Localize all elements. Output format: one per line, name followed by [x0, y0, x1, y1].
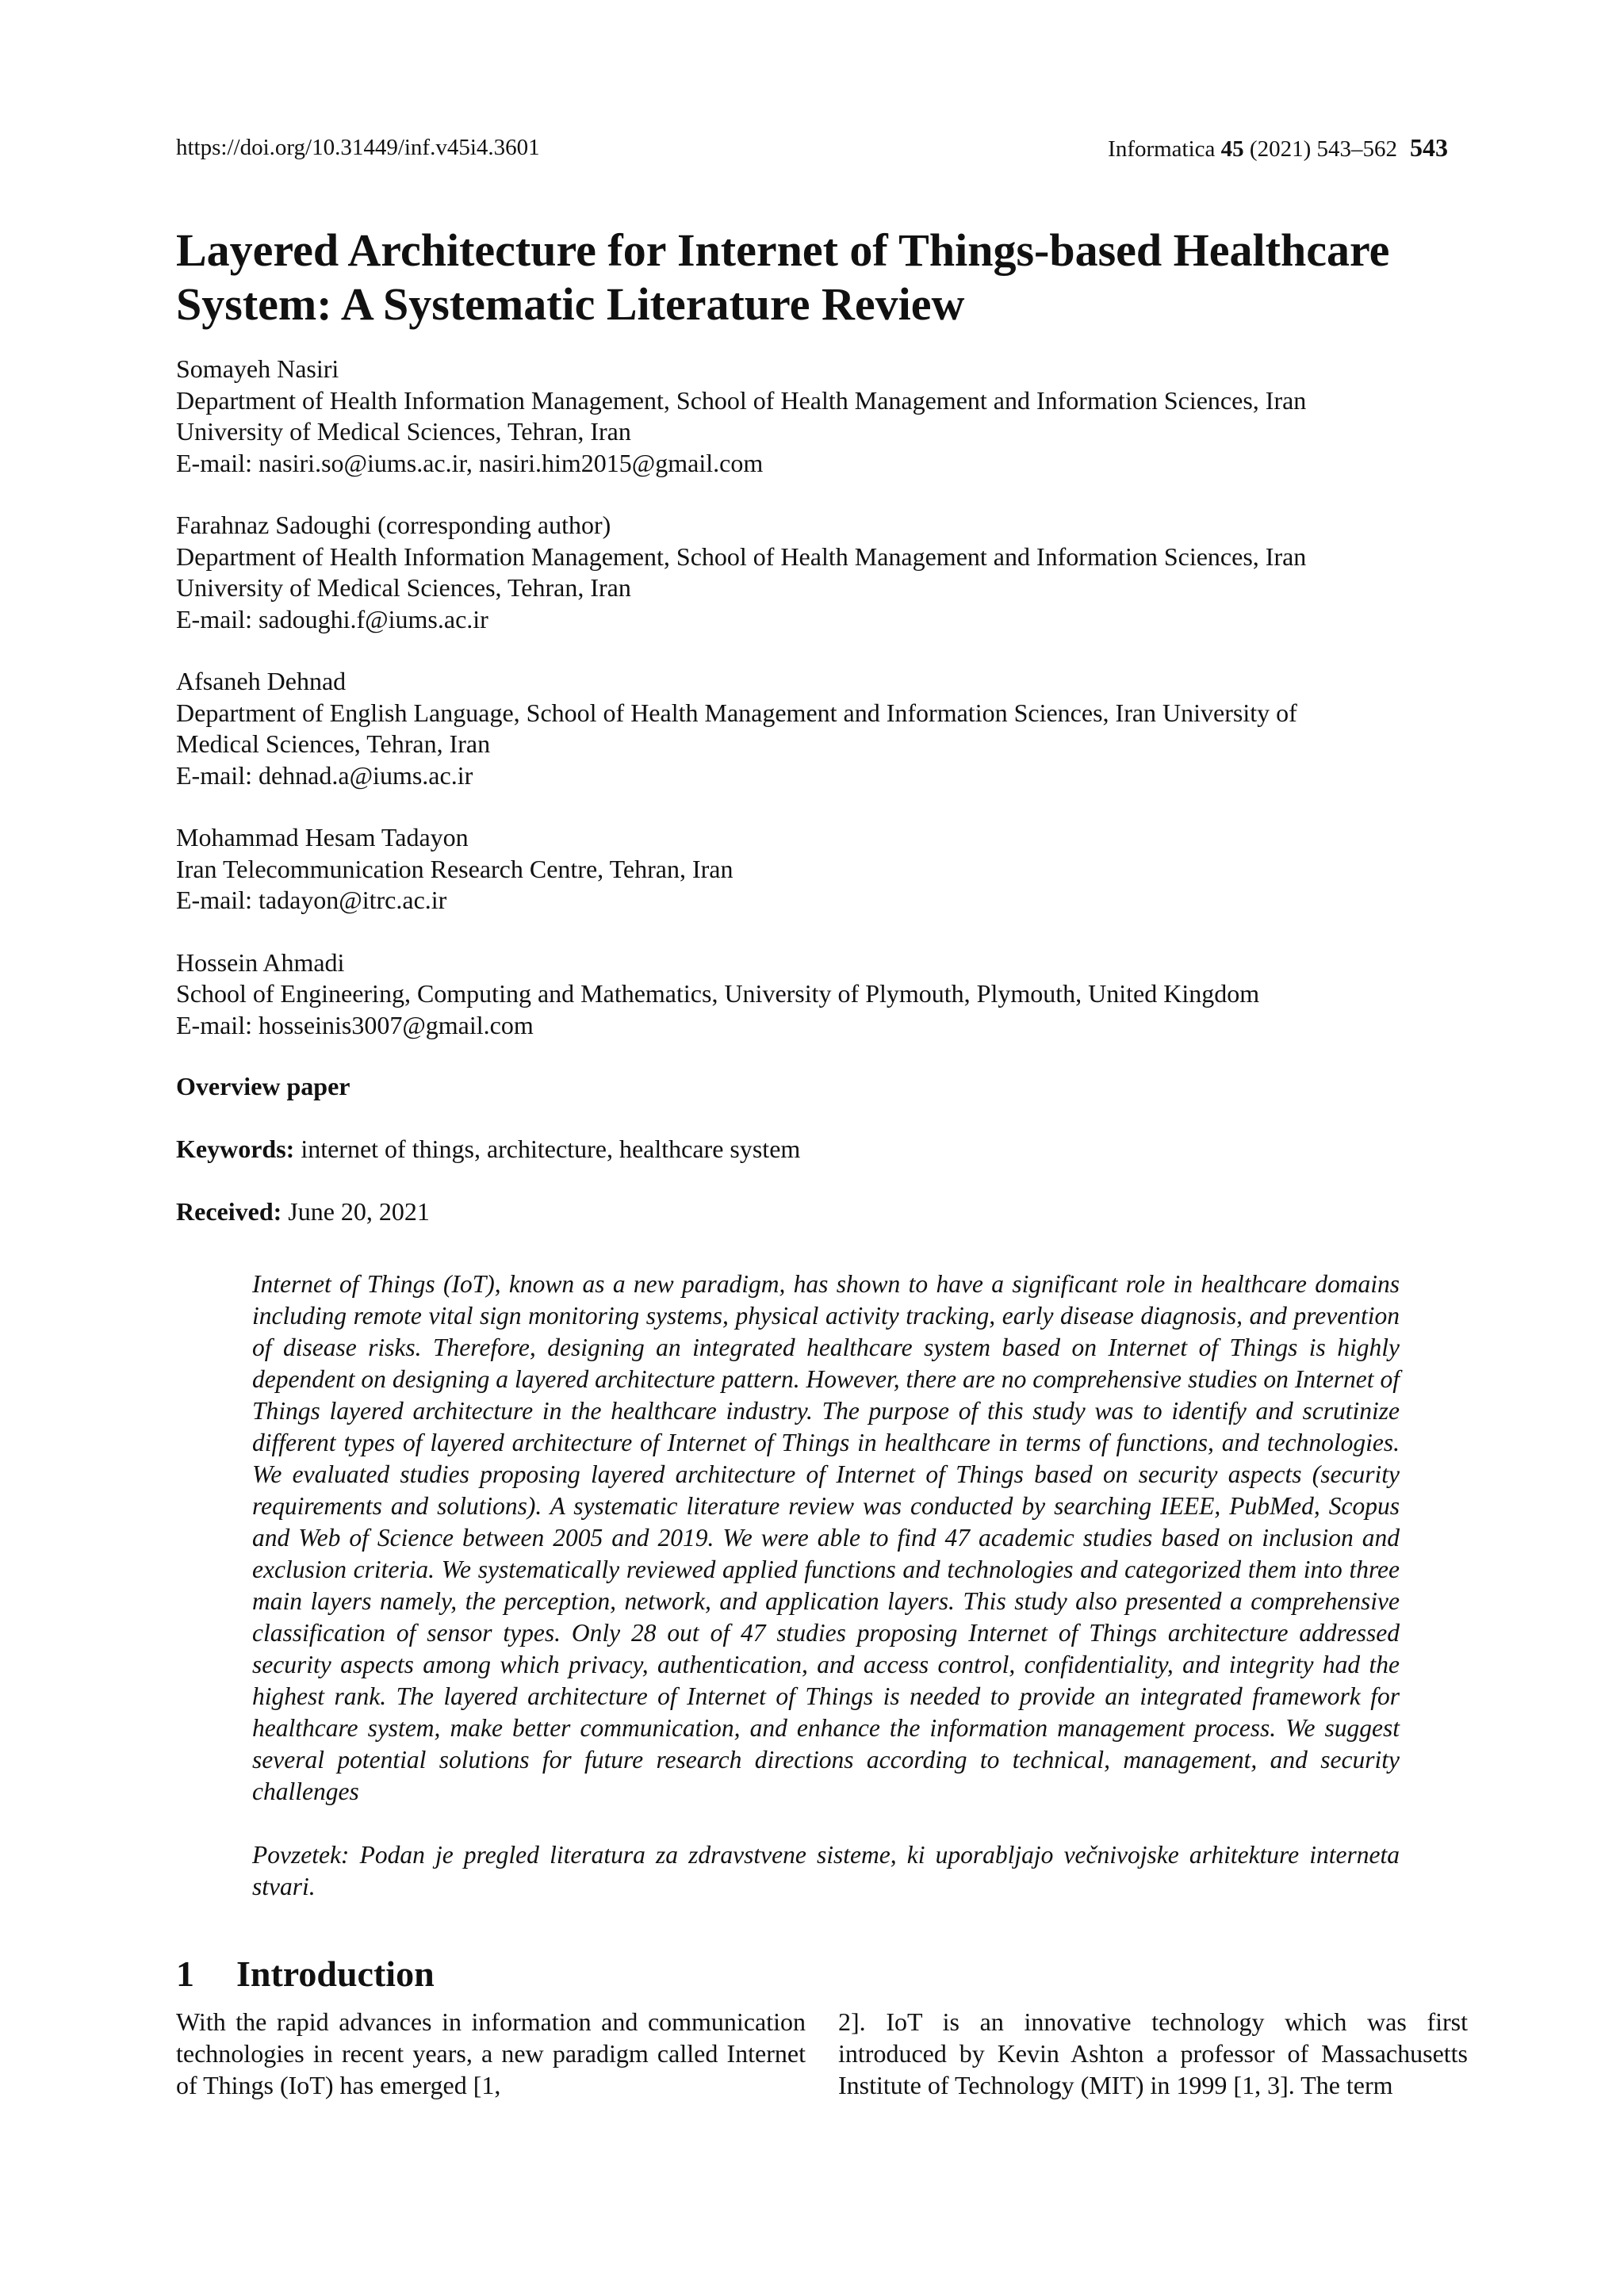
author-email[interactable]: E-mail: nasiri.so@iums.ac.ir, nasiri.him2015@gmail.com — [176, 448, 764, 477]
running-header — [176, 132, 1448, 163]
section-title: Introduction — [236, 1954, 435, 1994]
author-affiliation: Department of English Language, School of Health Management and Information Sciences, Iran University of — [176, 698, 1297, 727]
author-affiliation: University of Medical Sciences, Tehran, Iran — [176, 573, 631, 602]
author-name: Mohammad Hesam Tadayon — [176, 823, 469, 851]
author-affiliation: University of Medical Sciences, Tehran, Iran — [176, 417, 631, 446]
author-name: Hossein Ahmadi — [176, 947, 345, 977]
author-name: Afsaneh Dehnad — [176, 667, 347, 695]
keywords-value: internet of things, architecture, healthcare system — [301, 1135, 801, 1163]
intro-column-right: 2]. IoT is an innovative technology which was first introduced by Kevin Ashton a professor of Massachusetts Institute of Technology (MIT) in 1999 [1, 3]. The term — [838, 2007, 1468, 2099]
author-email[interactable]: E-mail: tadayon@itrc.ac.ir — [176, 886, 447, 914]
journal-citation — [1108, 132, 1448, 165]
author-affiliation: Iran Telecommunication Research Centre, Tehran, Iran — [176, 854, 733, 883]
journal-issue-pages: (2021) 543–562 — [1249, 136, 1397, 162]
author-email[interactable]: E-mail: dehnad.a@iums.ac.ir — [176, 760, 473, 790]
intro-column-left: With the rapid advances in information and communication technologies in recent years, a new paradigm called Internet of Things (IoT) has emerged [1, — [176, 2007, 806, 2099]
paper-type — [176, 1070, 1445, 1102]
author-affiliation: Department of Health Information Management, School of Health Management and Information Sciences, Iran — [176, 541, 1307, 571]
keywords-label: Keywords: — [176, 1135, 295, 1163]
keywords — [176, 1133, 1445, 1165]
abstract: Internet of Things (IoT), known as a new paradigm, has shown to have a significant role in healthcare domains including remote vital sign monitoring systems, physical activity tracking, early disease diagnosis, and prevention of disease risks. Therefore, designing an integrated healthcare system based on Internet of Things is highly dependent on designing a layered architecture pattern. However, there are no comprehensive studies on Internet of Things layered architecture in the healthcare industry. The purpose of this study was to identify and scrutinize different types of layered architecture of Internet of Things in healthcare in terms of functions, and technologies. We evaluated studies proposing layered architecture of Internet of Things based on security aspects (security requirements and solutions). A systematic literature review was conducted by searching IEEE, PubMed, Scopus and Web of Science between 2005 and 2019. We were able to find 47 academic studies based on inclusion and exclusion criteria. We systematically reviewed applied functions and technologies and categorized them into three main layers namely, the perception, network, and application layers. This study also presented a comprehensive classification of sensor types. Only 28 out of 47 studies proposing Internet of Things architecture addressed security aspects among which privacy, authentication, and access control, confidentiality, and integrity had the highest rank. The layered architecture of Internet of Things is needed to provide an integrated framework for healthcare system, make better communication, and enhance the information management process. We suggest several potential solutions for future research directions according to technical, management, and security challenges — [252, 1270, 1400, 1805]
author-name: Somayeh Nasiri — [176, 354, 339, 383]
author-list — [176, 354, 1492, 1072]
paper-type-label: Overview paper — [176, 1072, 350, 1100]
author-affiliation: Department of Health Information Management, School of Health Management and Information Sciences, Iran — [176, 385, 1307, 415]
received-date: June 20, 2021 — [288, 1197, 430, 1226]
section-number: 1 — [176, 1954, 194, 1994]
author-block — [176, 947, 1492, 1042]
author-block — [176, 822, 1492, 916]
paper-title-line: System: A Systematic Literature Review — [176, 278, 965, 330]
paper-title — [176, 224, 1445, 331]
author-email[interactable]: E-mail: hosseinis3007@gmail.com — [176, 1010, 534, 1039]
povzetek: Povzetek: Podan je pregled literatura za zdravstvene sisteme, ki uporabljajo večnivojske arhitekture interneta stvari. — [252, 1841, 1400, 1900]
page-number: 543 — [1410, 133, 1448, 162]
journal-volume: 45 — [1220, 136, 1244, 162]
author-name: Farahnaz Sadoughi (corresponding author) — [176, 511, 611, 539]
received-label: Received: — [176, 1197, 282, 1226]
author-affiliation: School of Engineering, Computing and Mathematics, University of Plymouth, Plymouth, United Kingdom — [176, 979, 1260, 1008]
author-block — [176, 510, 1492, 635]
author-affiliation: Medical Sciences, Tehran, Iran — [176, 729, 491, 758]
paper-title-line: Layered Architecture for Internet of Things-based Healthcare — [176, 224, 1390, 276]
received — [176, 1196, 1445, 1227]
author-block — [176, 354, 1492, 479]
journal-name: Informatica — [1108, 136, 1216, 162]
section-heading — [176, 1952, 435, 1996]
author-email[interactable]: E-mail: sadoughi.f@iums.ac.ir — [176, 604, 488, 633]
author-block — [176, 666, 1492, 791]
doi-link[interactable]: https://doi.org/10.31449/inf.v45i4.3601 — [176, 135, 540, 160]
